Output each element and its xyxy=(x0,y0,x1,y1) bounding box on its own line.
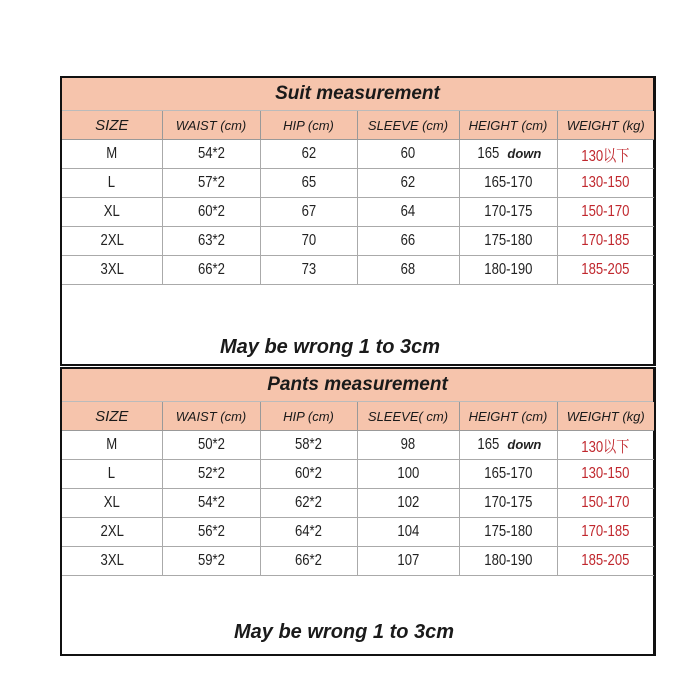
size-cell: L xyxy=(108,465,116,482)
suit-size-chart xyxy=(60,76,656,366)
weight-cell: 130-150 xyxy=(581,174,630,191)
hip-cell: 64*2 xyxy=(294,523,322,540)
pants-size-chart xyxy=(60,367,656,656)
table-header-row xyxy=(62,111,654,140)
header-size: SIZE xyxy=(62,111,162,140)
waist-cell: 63*2 xyxy=(197,232,225,249)
waist-cell: 52*2 xyxy=(197,465,225,482)
header-waist: WAIST (cm) xyxy=(162,402,260,431)
waist-cell: 57*2 xyxy=(197,174,225,191)
table-row xyxy=(62,547,654,576)
hip-cell: 70 xyxy=(301,232,316,249)
height-cell: 165-170 xyxy=(483,465,533,482)
weight-cell: 185-205 xyxy=(581,552,630,569)
header-sleeve: SLEEVE( cm) xyxy=(357,402,459,431)
height-note: down xyxy=(507,146,542,161)
sleeve-cell: 62 xyxy=(400,174,416,191)
weight-cell: 185-205 xyxy=(581,261,630,278)
waist-cell: 66*2 xyxy=(197,261,225,278)
hip-cell: 62 xyxy=(301,145,316,162)
header-hip: HIP (cm) xyxy=(260,111,357,140)
hip-cell: 66*2 xyxy=(294,552,322,569)
suit-size-table xyxy=(62,111,654,285)
height-cell: 170-175 xyxy=(483,203,533,220)
waist-cell: 60*2 xyxy=(197,203,225,220)
header-weight: WEIGHT (kg) xyxy=(557,402,654,431)
waist-cell: 54*2 xyxy=(197,145,225,162)
suit-chart-title: Suit measurement xyxy=(62,78,653,111)
header-height: HEIGHT (cm) xyxy=(459,111,557,140)
table-row xyxy=(62,256,654,285)
hip-cell: 73 xyxy=(301,261,316,278)
height-cell: 180-190 xyxy=(483,552,533,569)
table-row xyxy=(62,227,654,256)
sleeve-cell: 64 xyxy=(400,203,416,220)
size-cell: 2XL xyxy=(100,232,124,249)
table-row xyxy=(62,140,654,169)
sleeve-cell: 104 xyxy=(397,523,419,540)
header-hip: HIP (cm) xyxy=(260,402,357,431)
height-cell: 165-170 xyxy=(483,174,533,191)
height-cell: 170-175 xyxy=(483,494,533,511)
size-cell: 2XL xyxy=(100,523,124,540)
pants-size-table xyxy=(62,402,654,576)
weight-cell: 150-170 xyxy=(581,203,630,220)
header-size: SIZE xyxy=(62,402,162,431)
table-row xyxy=(62,431,654,460)
size-cell: 3XL xyxy=(100,552,124,569)
suit-tolerance-note: May be wrong 1 to 3cm xyxy=(220,336,441,358)
weight-cell: 170-185 xyxy=(581,232,630,249)
size-cell: L xyxy=(108,174,116,191)
sleeve-cell: 102 xyxy=(397,494,419,511)
weight-cell: 130以下 xyxy=(581,438,630,456)
hip-cell: 62*2 xyxy=(294,494,322,511)
waist-cell: 56*2 xyxy=(197,523,225,540)
height-cell: 175-180 xyxy=(483,523,533,540)
size-cell: XL xyxy=(103,203,120,220)
pants-tolerance-note: May be wrong 1 to 3cm xyxy=(234,621,455,643)
height-cell: 180-190 xyxy=(483,261,533,278)
sleeve-cell: 100 xyxy=(397,465,419,482)
height-note: down xyxy=(507,437,542,452)
size-cell: M xyxy=(106,436,118,453)
pants-chart-title: Pants measurement xyxy=(62,369,653,402)
weight-cell: 170-185 xyxy=(581,523,630,540)
table-row xyxy=(62,489,654,518)
size-cell: M xyxy=(106,145,118,162)
waist-cell: 50*2 xyxy=(197,436,225,453)
header-height: HEIGHT (cm) xyxy=(459,402,557,431)
table-header-row xyxy=(62,402,654,431)
header-sleeve: SLEEVE (cm) xyxy=(357,111,459,140)
hip-cell: 60*2 xyxy=(294,465,322,482)
table-row xyxy=(62,518,654,547)
weight-cell: 150-170 xyxy=(581,494,630,511)
sleeve-cell: 66 xyxy=(400,232,416,249)
sleeve-cell: 107 xyxy=(397,552,419,569)
size-cell: XL xyxy=(103,494,120,511)
hip-cell: 67 xyxy=(301,203,316,220)
hip-cell: 58*2 xyxy=(294,436,322,453)
waist-cell: 54*2 xyxy=(197,494,225,511)
table-row xyxy=(62,198,654,227)
header-weight: WEIGHT (kg) xyxy=(557,111,654,140)
weight-cell: 130-150 xyxy=(581,465,630,482)
hip-cell: 65 xyxy=(301,174,316,191)
sleeve-cell: 98 xyxy=(400,436,416,453)
sleeve-cell: 68 xyxy=(400,261,416,278)
table-row xyxy=(62,169,654,198)
weight-cell: 130以下 xyxy=(581,147,630,165)
height-cell: 175-180 xyxy=(483,232,533,249)
waist-cell: 59*2 xyxy=(197,552,225,569)
size-cell: 3XL xyxy=(100,261,124,278)
height-cell: 165 xyxy=(477,145,499,162)
header-waist: WAIST (cm) xyxy=(162,111,260,140)
height-cell: 165 xyxy=(477,436,499,453)
sleeve-cell: 60 xyxy=(400,145,416,162)
table-row xyxy=(62,460,654,489)
